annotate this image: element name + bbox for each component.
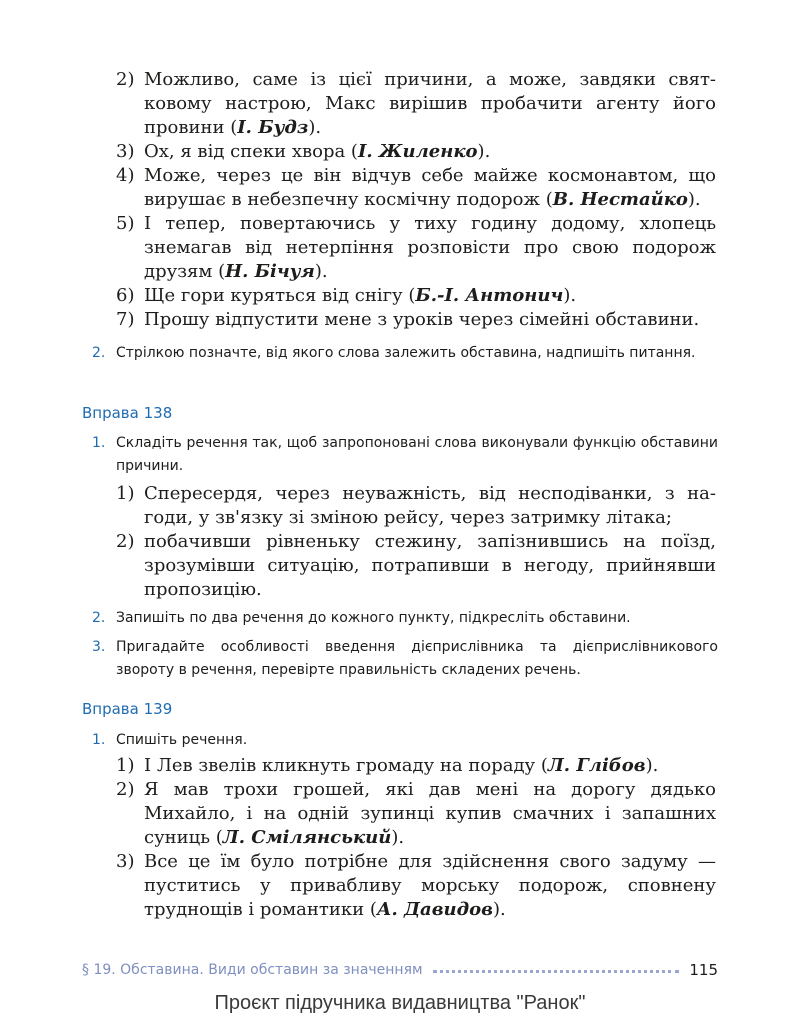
task-number: 3.	[92, 639, 106, 655]
item-number: 1)	[116, 483, 135, 504]
list-item	[116, 308, 716, 332]
item-text: Прошу відпустити мене з уроків через сімейні обставини.	[144, 309, 700, 330]
author-name: І. Жиленко	[357, 141, 478, 162]
item-number: 3)	[116, 141, 135, 162]
item-text: І Лев звелів кликнуть громаду на пораду (Л. Глібов).	[144, 755, 659, 776]
item-text: Можливо, саме із цієї причини, а може, завдяки святковому настрою, Макс вирішив пробачити агенту його провини (І. Будз).	[144, 69, 716, 138]
item-number: 6)	[116, 285, 135, 306]
author-name: Л. Смілянський	[222, 827, 392, 848]
publisher-watermark: Проєкт підручника видавництва "Ранок"	[214, 992, 586, 1014]
task-text: Складіть речення так, щоб запропоновані слова виконували функцію обставини причини.	[116, 435, 718, 474]
list-item	[116, 530, 716, 602]
author-name: Б.-І. Антонич	[415, 285, 564, 306]
footer-dot-leader	[433, 970, 680, 973]
item-text: побачивши рівненьку стежину, запізнившись на поїзд, зрозумівши ситуацію, потрапивши в негоду, прийнявши пропозицію.	[144, 531, 716, 600]
item-number: 3)	[116, 851, 135, 872]
footer-section-title: § 19. Обставина. Види обставин за значенням	[82, 962, 423, 978]
example-list-138	[116, 482, 716, 602]
item-text: Може, через це він відчув себе майже космонавтом, що вирушає в небезпечну космічну подорож (В. Нестайко).	[144, 165, 716, 210]
page-footer	[82, 958, 718, 982]
task-number: 2.	[92, 345, 106, 361]
task-instruction	[92, 607, 718, 630]
item-number: 7)	[116, 309, 135, 330]
item-text: І тепер, повертаючись у тиху годину додому, хлопець знемагав від нетерпіння розповісти про свою подорож друзям (Н. Бічуя).	[144, 213, 716, 282]
task-instruction	[92, 636, 718, 682]
list-item	[116, 850, 716, 922]
item-text: Все це їм було потрібне для здійснення свого задуму — пуститись у привабливу морську подорож, сповнену труднощів і романтики (А. Давидов).	[144, 851, 716, 920]
task-text: Пригадайте особливості введення дієприслівника та дієприслівникового звороту в речення, перевірте правильність складених речень.	[116, 639, 718, 678]
item-text: Спересердя, через неуважність, від несподіванки, з нагоди, у зв'язку зі зміною рейсу, через затримку літака;	[144, 483, 716, 528]
task-number: 2.	[92, 610, 106, 626]
task-instruction	[92, 432, 718, 478]
list-item	[116, 164, 716, 212]
author-name: І. Будз	[237, 117, 309, 138]
item-number: 5)	[116, 213, 135, 234]
item-text: Я мав трохи грошей, які дав мені на дорогу дядько Михайло, і на одній зупинці купив смачних і запашних суниць (Л. Смілянський).	[144, 779, 716, 848]
list-item	[116, 140, 716, 164]
author-name: Л. Глібов	[547, 755, 646, 776]
author-name: Н. Бічуя	[225, 261, 315, 282]
item-text: Ох, я від спеки хвора (І. Жиленко).	[144, 141, 491, 162]
example-list-139	[116, 754, 716, 922]
item-text: Ще гори куряться від снігу (Б.-І. Антонич).	[144, 285, 577, 306]
example-list-continued	[116, 68, 716, 332]
item-number: 2)	[116, 69, 135, 90]
task-instruction	[92, 342, 718, 365]
author-name: В. Нестайко	[552, 189, 688, 210]
task-instruction	[92, 729, 718, 752]
task-number: 1.	[92, 435, 106, 451]
exercise-heading: Вправа 138	[82, 404, 173, 422]
task-text: Спишіть речення.	[116, 732, 248, 748]
task-number: 1.	[92, 732, 106, 748]
list-item	[116, 284, 716, 308]
list-item	[116, 778, 716, 850]
item-number: 1)	[116, 755, 135, 776]
item-number: 4)	[116, 165, 135, 186]
exercise-heading: Вправа 139	[82, 700, 173, 718]
task-text: Запишіть по два речення до кожного пункту, підкресліть обставини.	[116, 610, 631, 626]
list-item	[116, 212, 716, 284]
item-number: 2)	[116, 531, 135, 552]
task-text: Стрілкою позначте, від якого слова залежить обставина, надпишіть питання.	[116, 345, 696, 361]
item-number: 2)	[116, 779, 135, 800]
list-item	[116, 68, 716, 140]
list-item	[116, 754, 716, 778]
page-number: 115	[689, 961, 718, 979]
author-name: А. Давидов	[376, 899, 493, 920]
list-item	[116, 482, 716, 530]
